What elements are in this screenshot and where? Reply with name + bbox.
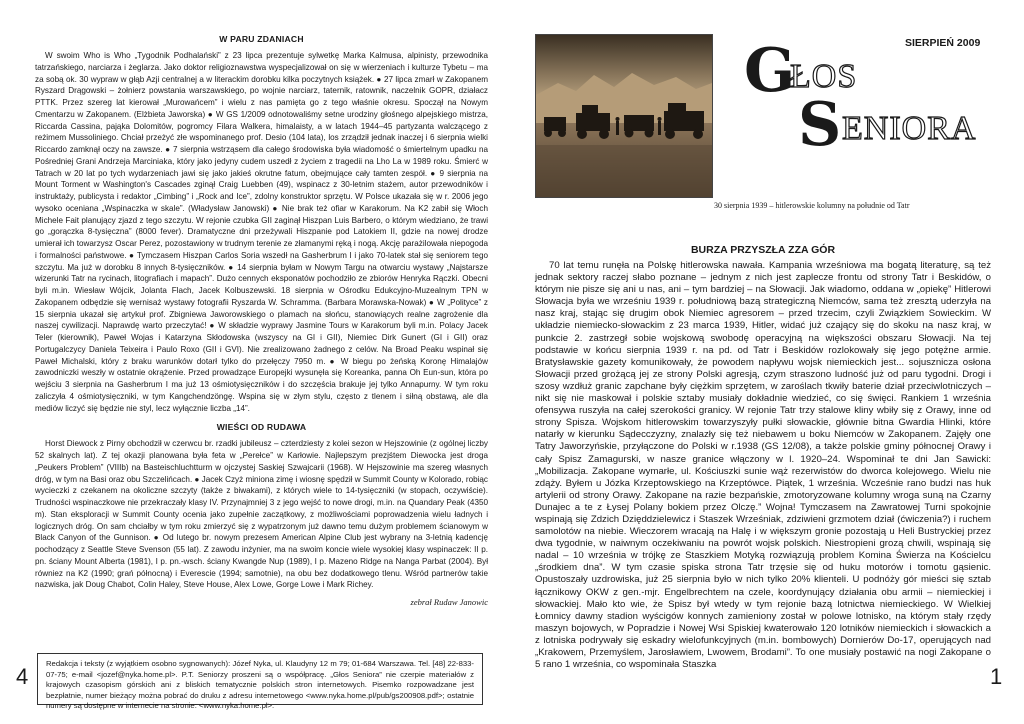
photo-illustration (536, 35, 712, 197)
editorial-footer-box (37, 653, 483, 711)
section-title-w-paru-zdaniach: W PARU ZDANIACH (219, 34, 304, 44)
page-number-right: 1 (990, 664, 1003, 689)
section2-signature: zebrał Rudaw Janowic (410, 597, 488, 607)
logo-initial-s: S (798, 90, 842, 160)
article-body (535, 260, 991, 671)
article-title: BURZA PRZYSZŁA ZZA GÓR (690, 244, 836, 256)
article-paragraph: 70 lat temu runęła na Polskę hitlerowska nawała. Kampania wrześniowa ma bogatą literaturę, są też jednak sektory raczej słabo poznane – jednym z nich jest zaplecze frontu od strony Tatr i Beskidów, o którym nie pisze się ani u nas, ani – tym bardziej – na Słowacji. Jak wiadomo, oddana w „opiekę” Hitlerowi Słowacja była we wrześniu 1939 r. południową bazą strategiczną Niemców, sama też zresztą uderzyła na nasz kraj, stając się drugim obok Niemiec agresorem – przed trzecim, czyli Związkiem Sowieckim. W układzie niemiecko-słowackim z 23 marca 1939, Hitler, widać już czający się do skoku na nasz kraj, w punkcie 2. zastrzegł sobie wojskową swobodę operacyjną na większości obszaru Słowacji. Na tej podstawie w końcu sierpnia 1939 r. na pd. od Tatr i Beskidów rozlokowały się jego potężne armie. Bratysławskie gazety komunikowały, że powodem napływu wojsk niemieckich jest... sojusznicza osłona Słowacji przed grożącą jej ze strony Polski agresją, czym straszono ludność już od paru tygodni. Drogi i szosy wzdłuż granic zapchane były ciężkim sprzętem, w zaroślach tkwiły baterie dział przeciwlotniczych – nikt się nie maskował i polskie sztaby musiały dokładnie wiedzieć, co się święci. Rankiem 1 września ofensywa ruszyła na całej szerokości granicy. W rejonie Tatr trzy stalowe kliny wbiły się z Orawy, inne od strony Spisza. Wojskom hitlerowskim towarzyszyły pułki słowackie, głównie bitna Gwardia Hlinki, którе natarły w kierunku Sądecczyzny, znalazły się też niebawem u boku Niemców w Zakopanem. Zajęły one Tatry Jaworzyńskie, przyłączone do Polski w r.1938 (GS 12/08), a także polskie gminy północnej Orawy i cały Spisz Zamagurski, w nasze granice włączony w l. 1920–24. Wspominał te dni Jan Sawicki: „Mobilizacja. Zakopane wymarłe, ul. Kościuszki sunie wąż rezerwistów do dworca kolejowego. Wielu nie zdąży. Byłem u Józka Krzeptowskiego na Krzeptówce. Piątek, 1 września. Wcześnie rano budzi nas huk artylerii od strony Orawy. Zakopane na razie bezpańskie, zmotoryzowane kolumny wroga suną na Czarny Dunajec a te z Łysej Polany bokiem przez Olczę.” Wojna! Tymczasem na Zawratowej Turni spokojnie wspinają się Zdzich Dzięddzielewicz i Staszek Wrześniak, zdziwieni grzmotem dział (ćwiczenia?) i ruchem samolotów na niebie. Wieczorem wracają na Halę i w większym gronie pozostają u Heli Bustryckiej przez dwa tygodnie, w naiwnym oczekiwaniu na powrót wojsk polskich. Niestropieni grozą chwili, wspinają się nadal – 10 września w trójkę ze Staszkiem Motyką rozwiązują problem Komina Świerza na Kościelcu „środkiem dna”. W tym czasie spiska strona Tatr trzęsie się od huku motorów i tomotu gąsienic. Opustoszały uzdrowiska, już 25 sierpnia było w nich tylko 20% klienteli. U podnóży gór mieści się sztab łącznikowy OKW z gen.-mjr. Engelbrechtem na czele, koordynujący działania obu armii – niemieckiej i słowackiej. Mało kto wie, że Spisz był wtedy w tym rejonie bazą lotnictwa niemieckiego. W Wielkiej Łomnicy dawny stadion wyścigów konnych zamieniony został w polowe lotnisko, na którym stały rzędy maszyn bojowych, w Popradzie i Nowej Wsi Spiskiej kwaterowało 120 lotników niemieckich i słowackich a z lotniska podrywały się eskadry wielofunkcyjnych (m.in. bombowych) Dornierów Do-17, operujących nad „Krakowem, Przemyślem, Jarosławiem, Lwowem, Brodami”. To one musiały postawić na nogi Zakopane o 5 rano 1 września, co wspominała Staszka (535, 260, 991, 671)
logo-initial-g: G (744, 36, 796, 106)
section1-paragraph: W swoim Who is Who „Tygodnik Podhalański” z 23 lipca prezentuje sylwetkę Marka Kalmusa, alpinisty, przewodnika tatrzańskiego, narciarza i żeglarza. Jako doktor religioznawstwa wyspecjalizował on się w wierzeniach i kulturze Tybetu – ma za sobą ok. 30 wypraw w głąb Azji centralnej a w literackim dorobku kilka poczytnych książek. ● 27 lipca zmarł w Zakopanem Ryszard Drągowski – żołnierz powstania warszawskiego, po wojnie narciarz, taternik, ratownik, naczelnik GOPR, działacz PTTK. Przez szereg lat kierował „Murowańcem” i wielu z nas pamięta go z tego właśnie okresu. Spoczął na Nowym Cmentarzu w Zakopanem. (Elżbieta Jaworska) ● W GS 1/2009 odnotowaliśmy setne urodziny głośnego alpejskiego mistrza, Riccarda Cassina, pająka Dolomitów, pogromcy Filara Walkera, himalaisty, a w latach 1944–45 partyzanta walczącego z reżimem Mussoliniego. Chciał przeżyć złe wspominanego prof. Desio (104 lata), los zrządził jednak inaczej i 6 sierpnia wielki Riccardo zamknął oczy na zawsze. ● 7 sierpnia wstrząsem dla całego środowiska była wiadomość o śmiertelnym upadku na Pośredniej Grani Andrzeja Marciniaka, który jako jedyny cudem uszedł z życiem z tragedii na Lho La w 1989 roku. Śmierć w Tatrach w 20 lat po tych wydarzeniach jawi się jako jakieś okrutne fatum, obejmujące cały tamten zespół. ● 9 sierpnia na Mount Torment w Washington's Cascades zginął Craig Luebben (49), wspinacz z 30-letnim stażem, autor przewodników i instruktaży, publicysta i redaktor „Cimbing” i „Rock and Ice”, zdolny konstruktor sprzętu. W Polsce ukazała się w r. 2006 jego wysoko oceniana „Wspinaczka w skale”. (Władysław Janowski) ● Nie brak też ofiar w Karakorum. Na K2 zabił się Włoch Michele Fait planujący zjazd z tego szczytu. W rejonie czubka GII zaginął Hiszpan Luis Barbero, o którym wiedziano, że trawi go „gorączka 8-tysięczna” (8000 fever). Dramatyczne dni przeżywali Hiszpanie pod Latokiem II, gdzie na nowej drodze umierał ich towarzysz Oscar Perez, pozostawiony w trudnym terenie ze złamanymi ręką i nogą. Akcję parażilowała niepogoda i formalności państwowe. ● Tymczasem Hiszpan Carlos Soria wszedł na Gasherbrum I i jako 70-latek stał się seniorem tego szczytu. Ma już w dorobku 8 innych 8-tysięczników. ● 14 sierpnia byłam w Nowym Targu na otwarciu wystawy „Najstarsze wizerunki Tatr na rycinach, litografiach i mapach”. Dużo cennych eksponatów pochodziło ze zbiorów Henryka Rączki. Obecni byli m.in. Wiesław Wójcik, Jolanta Flach, Jacek Kolbuszewski. 18 sierpnia w Ośrodku Edukcyjno-Muzealnym TPN w Zakopanem odbędzie się wernisaż wystawy fotografii Ryszarda W. Schramma. (Barbara Morawska-Nowak) ● W „Polityce” z 15 sierpnia ukazał się artykuł prof. Zbigniewa Jaworowskiego o plamach na słońcu, stanowiących realne zagrożenie dla naszej cywilizacji. Naprawdę warto przeczytać! ● W składzie wyprawy Jasmine Tours w Karakorum byli m.in. Polacy Jacek Teler (kierownik), Paweł Wojas i Katarzyna Skłodowska (wszyscy na GI i GII), Niemiec Dirk Gunert (GI i GII) oraz Portugalczycy Daniela Teixeira i Paulo Roxo (GII i GVI). Nie zrealizowano żadnego z celów. Na Broad Peaku wspinał się Paweł Michalski, który z braku warunków dotarł tylko do przełęczy 7950 m. ● W biegu po żeńską Koronę Himalajów zawodniczki weszły w ostatnie okrążenie. Przed prowadzące Europejki wysunęła się Koreanka, panna Oh Eun-sun, która po wejściu 3 sierpnia na Gasherbrum I ma już 13 ośmiotysięczników i do szczęścia brakuje jej tylko Annapurny. W tym roku zaliczyła 4 ośmiotysięczniki, w tym Kangchendzöngę. Wspina się w złym stylu, często z tlenem i siłną obstawą, ale dla mediów liczyć się będzie nie styl, lecz wyłącznie liczba „14”. (35, 51, 488, 413)
issue-date: SIERPIEŃ 2009 (905, 37, 981, 49)
editorial-footer-text: Redakcja i teksty (z wyjątkiem osobno sygnowanych): Józef Nyka, ul. Klaudyny 12 m 79; 01-684 Warszawa. Tel. [48] 22-833-07-75; e-mail <jozef@nyka.home.pl>. P.T. Seniorzy proszeni są o współpracę. „Głos Seniora” nie czerpie materiałów z krajowych czasopism górskich ani z bliskich tematycznie polskich stron internetowych. Pisemko rozpowadzane jest bezpłatnie, numer bieżący można pobrać do druku z adresu internetowego <www.nyka.home.pl/pub/gs200908.pdf>; ostatnie numery są dostępne w internecie na stronie: <www.nyka.home.pl>. (46, 659, 474, 711)
photo-caption: 30 sierpnia 1939 – hitlerowskie kolumny na południe od Tatr (714, 201, 910, 210)
section-text-w-paru-zdaniach (35, 50, 488, 414)
logo-word-eniora: ENIORA (842, 110, 977, 147)
photo-german-columns (535, 34, 713, 198)
section-title-wiesci-od-rudawa: WIEŚCI OD RUDAWA (216, 422, 307, 433)
section-text-wiesci-od-rudawa (35, 438, 488, 591)
section2-paragraph: Horst Diewock z Pirny obchodził w czerwcu br. rzadki jubileusz – czterdziesty z kolei sezon w Hejszowinie (z ogólnej liczby 52 skalnych lat). Z tej okazji planowana była feta w „Perełce” w Karłowie. Najlepszym prezjśtem Diewocka jest droga „Peukers Problem” (VIIIb) na Basteischluchtturm w ojczystej Saskiej Szwajcarii (1968). W Hejszowinie ma szereg własnych dróg, w tym na Basi oraz obu Szczelińcach. ● Jacek Czyż miniona zimę i wiosnę spędził w Summit County w Kolorado, robiąc wycieczki z czekanem na okoliczne szczyty (także z biwakami), z których wiele to 14-tysięczniki (w stopach, oczywiście). Trudności wspinaczkowe nie przekraczały klasy IV. Przynajmniej 3 z jego wejść to nowe drogi, m.in. na Quandary Peak (4350 m). Stan eksploracji w Summit County ocenia jako zupełnie zaczątkowy, z możliwościami poprowadzenia wielu ładnych i logicznych dróg. On sam chciałby w tym roku zmierzyć się z wypatrzonym już dawno temu dużym problemem ścianowym w Black Canyon of the Gunnison. ● Od lutego br. nowym prezesem American Alpine Club jest wybrany na 3-letnią kadencję pochodzący z Seattle Steve Svenson (55 lat). Z zawodu inżynier, ma na swoim koncie wiele wysokiej klasy wspinaczek: II p. pn. ściany Mount Alberta (1981), I p. pn.-wsch. ściany Kwangde Nup (1989), I p. Mazeno Ridge na Nanga Parbat (2004). Był równiez na K2 (1990; grań północną) i Everescie (1994; samotnie), na obu bez dodatkowego tlenu. Wśród partnerów takie nazwiska, jak Doug Chabot, Colin Haley, Steve House, Alex Lowe, Gorge Lowe i Mark Richey. (35, 439, 488, 590)
left-page (35, 34, 488, 607)
page-number-left: 4 (16, 664, 29, 689)
logo-word-los: ŁOS (790, 58, 858, 95)
